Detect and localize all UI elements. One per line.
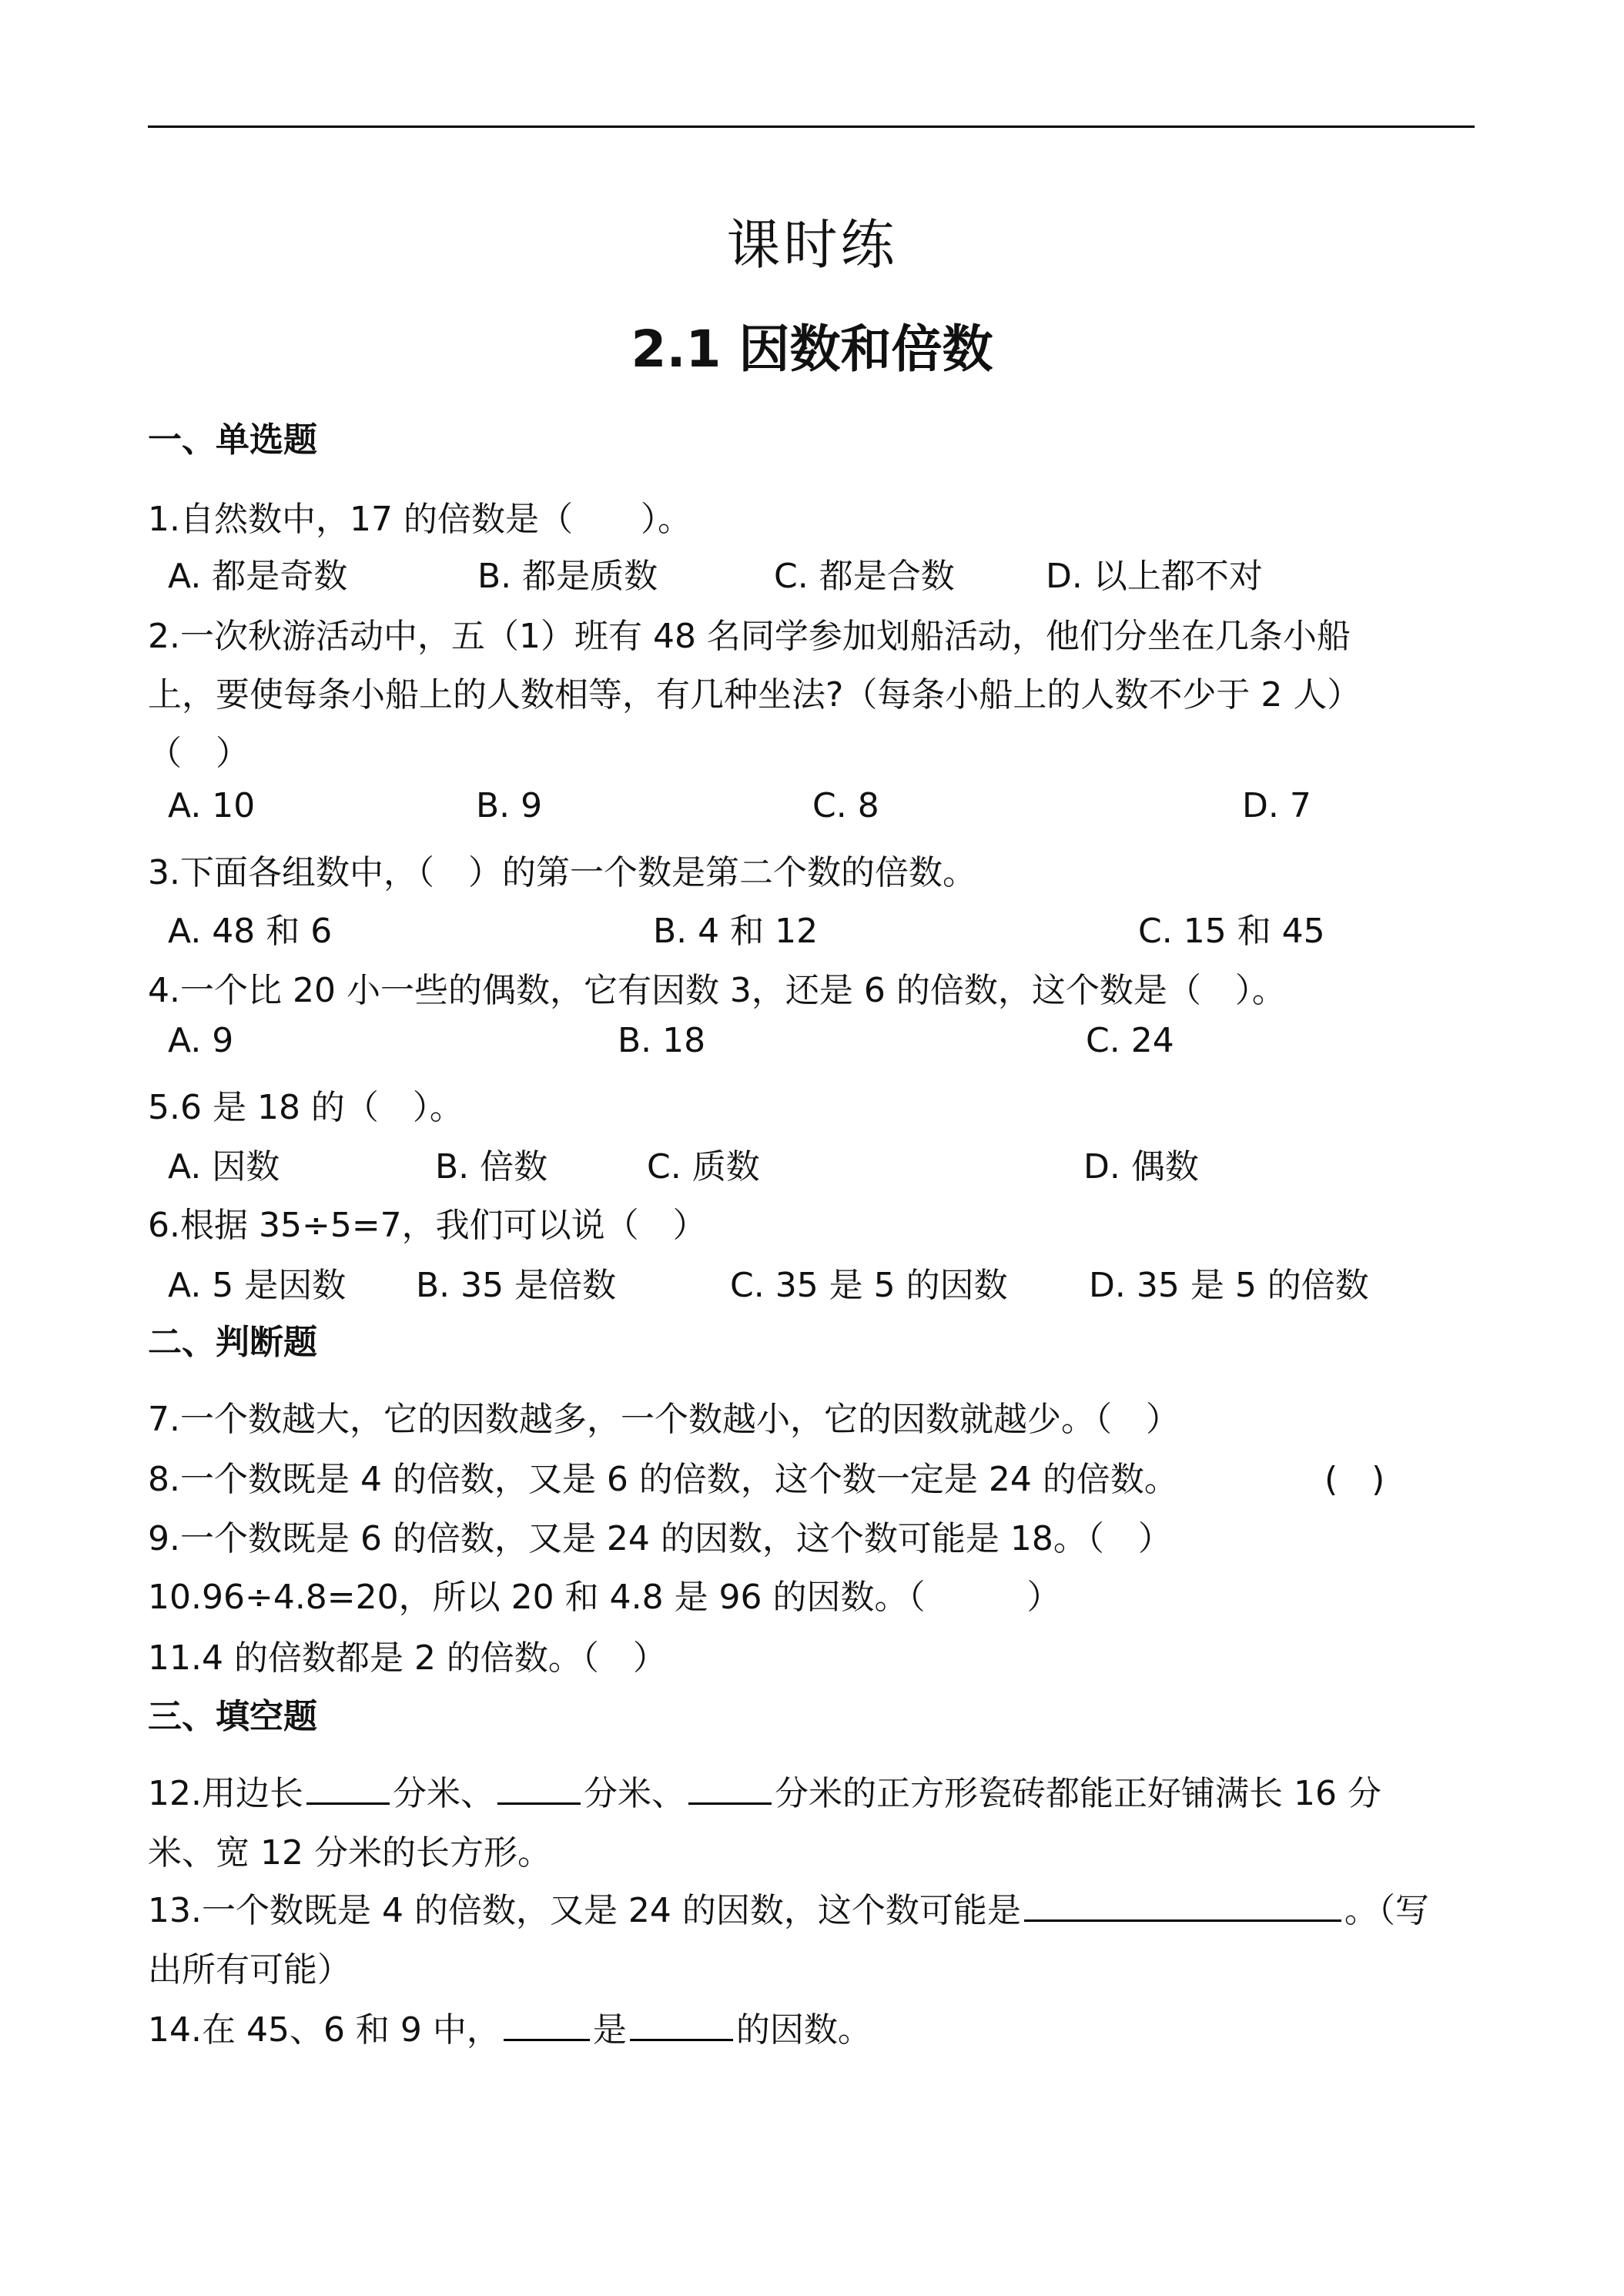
q2-option-b: B. 9 [476,786,543,825]
question-6: 6.根据 35÷5=7，我们可以说（ ） [148,1206,707,1245]
q3-option-c: C. 15 和 45 [1138,912,1325,951]
question-5: 5.6 是 18 的（ ）。 [148,1088,464,1127]
q12-part-2: 分米、 [392,1774,494,1813]
question-8-answer-paren: ( ) [1324,1460,1385,1499]
question-8 [148,1451,1178,1501]
q6-option-c: C. 35 是 5 的因数 [730,1266,1008,1305]
q3-option-a: A. 48 和 6 [168,912,333,951]
question-12-line-1 [148,1766,1381,1815]
page-title: 课时练 [726,213,898,276]
q4-option-b: B. 18 [618,1021,706,1060]
question-8-text: 8.一个数既是 4 的倍数，又是 6 的倍数，这个数一定是 24 的倍数。 [148,1460,1178,1499]
q2-option-c: C. 8 [812,786,879,825]
q1-option-c: C. 都是合数 [774,557,955,596]
answer-blank[interactable] [1024,1892,1341,1922]
q3-option-b: B. 4 和 12 [653,912,819,951]
answer-blank[interactable] [504,2011,590,2041]
answer-blank[interactable] [630,2011,733,2041]
question-14 [148,2002,872,2051]
q4-option-c: C. 24 [1086,1021,1174,1060]
q5-option-d: D. 偶数 [1083,1147,1199,1186]
question-4: 4.一个比 20 小一些的偶数，它有因数 3，还是 6 的倍数，这个数是（ ）。 [148,971,1286,1010]
q5-option-b: B. 倍数 [435,1147,548,1186]
q5-option-a: A. 因数 [168,1147,280,1186]
answer-blank[interactable] [306,1775,390,1805]
question-7: 7.一个数越大，它的因数越多，一个数越小，它的因数就越少。（ ） [148,1400,1180,1439]
question-10: 10.96÷4.8=20，所以 20 和 4.8 是 96 的因数。（ ） [148,1578,1061,1617]
q14-part-3: 的因数。 [735,2010,872,2050]
answer-blank[interactable] [497,1775,581,1805]
section-heading-fill-blank: 三、填空题 [148,1697,317,1736]
header-rule [148,126,1475,128]
question-12-line-2: 米、宽 12 分米的长方形。 [148,1833,551,1873]
question-1: 1.自然数中，17 的倍数是（ ）。 [148,500,691,539]
q14-part-2: 是 [592,2010,627,2050]
question-2-line-3: （ ） [148,734,249,773]
q12-part-1: 12.用边长 [148,1774,303,1813]
question-13-line-2: 出所有可能） [148,1950,351,1990]
q2-option-d: D. 7 [1242,786,1311,825]
q6-option-a: A. 5 是因数 [168,1266,347,1305]
question-2-line-1: 2.一次秋游活动中，五（1）班有 48 名同学参加划船活动，他们分坐在几条小船 [148,617,1351,656]
page-subtitle: 2.1 因数和倍数 [631,320,993,379]
q13-part-2: 。（写 [1344,1891,1429,1930]
q2-option-a: A. 10 [168,786,256,825]
q6-option-d: D. 35 是 5 的倍数 [1089,1266,1369,1305]
question-11: 11.4 的倍数都是 2 的倍数。（ ） [148,1638,667,1678]
q1-option-d: D. 以上都不对 [1046,557,1263,596]
question-2-line-2: 上，要使每条小船上的人数相等，有几种坐法?（每条小船上的人数不少于 2 人） [148,675,1361,715]
q4-option-a: A. 9 [168,1021,234,1060]
q12-part-4: 分米的正方形瓷砖都能正好铺满长 16 分 [774,1774,1381,1813]
q5-option-c: C. 质数 [647,1147,760,1186]
q12-part-3: 分米、 [583,1774,685,1813]
answer-blank[interactable] [688,1775,772,1805]
section-heading-single-choice: 一、单选题 [148,420,317,460]
q14-part-1: 14.在 45、6 和 9 中， [148,2010,501,2050]
section-heading-true-false: 二、判断题 [148,1323,317,1362]
q13-part-1: 13.一个数既是 4 的倍数，又是 24 的因数，这个数可能是 [148,1891,1021,1930]
q1-option-a: A. 都是奇数 [168,557,348,596]
question-13-line-1 [148,1883,1429,1932]
q1-option-b: B. 都是质数 [477,557,658,596]
question-9: 9.一个数既是 6 的倍数，又是 24 的因数，这个数可能是 18。（ ） [148,1519,1172,1558]
q6-option-b: B. 35 是倍数 [416,1266,617,1305]
question-3: 3.下面各组数中，（ ）的第一个数是第二个数的倍数。 [148,853,976,892]
